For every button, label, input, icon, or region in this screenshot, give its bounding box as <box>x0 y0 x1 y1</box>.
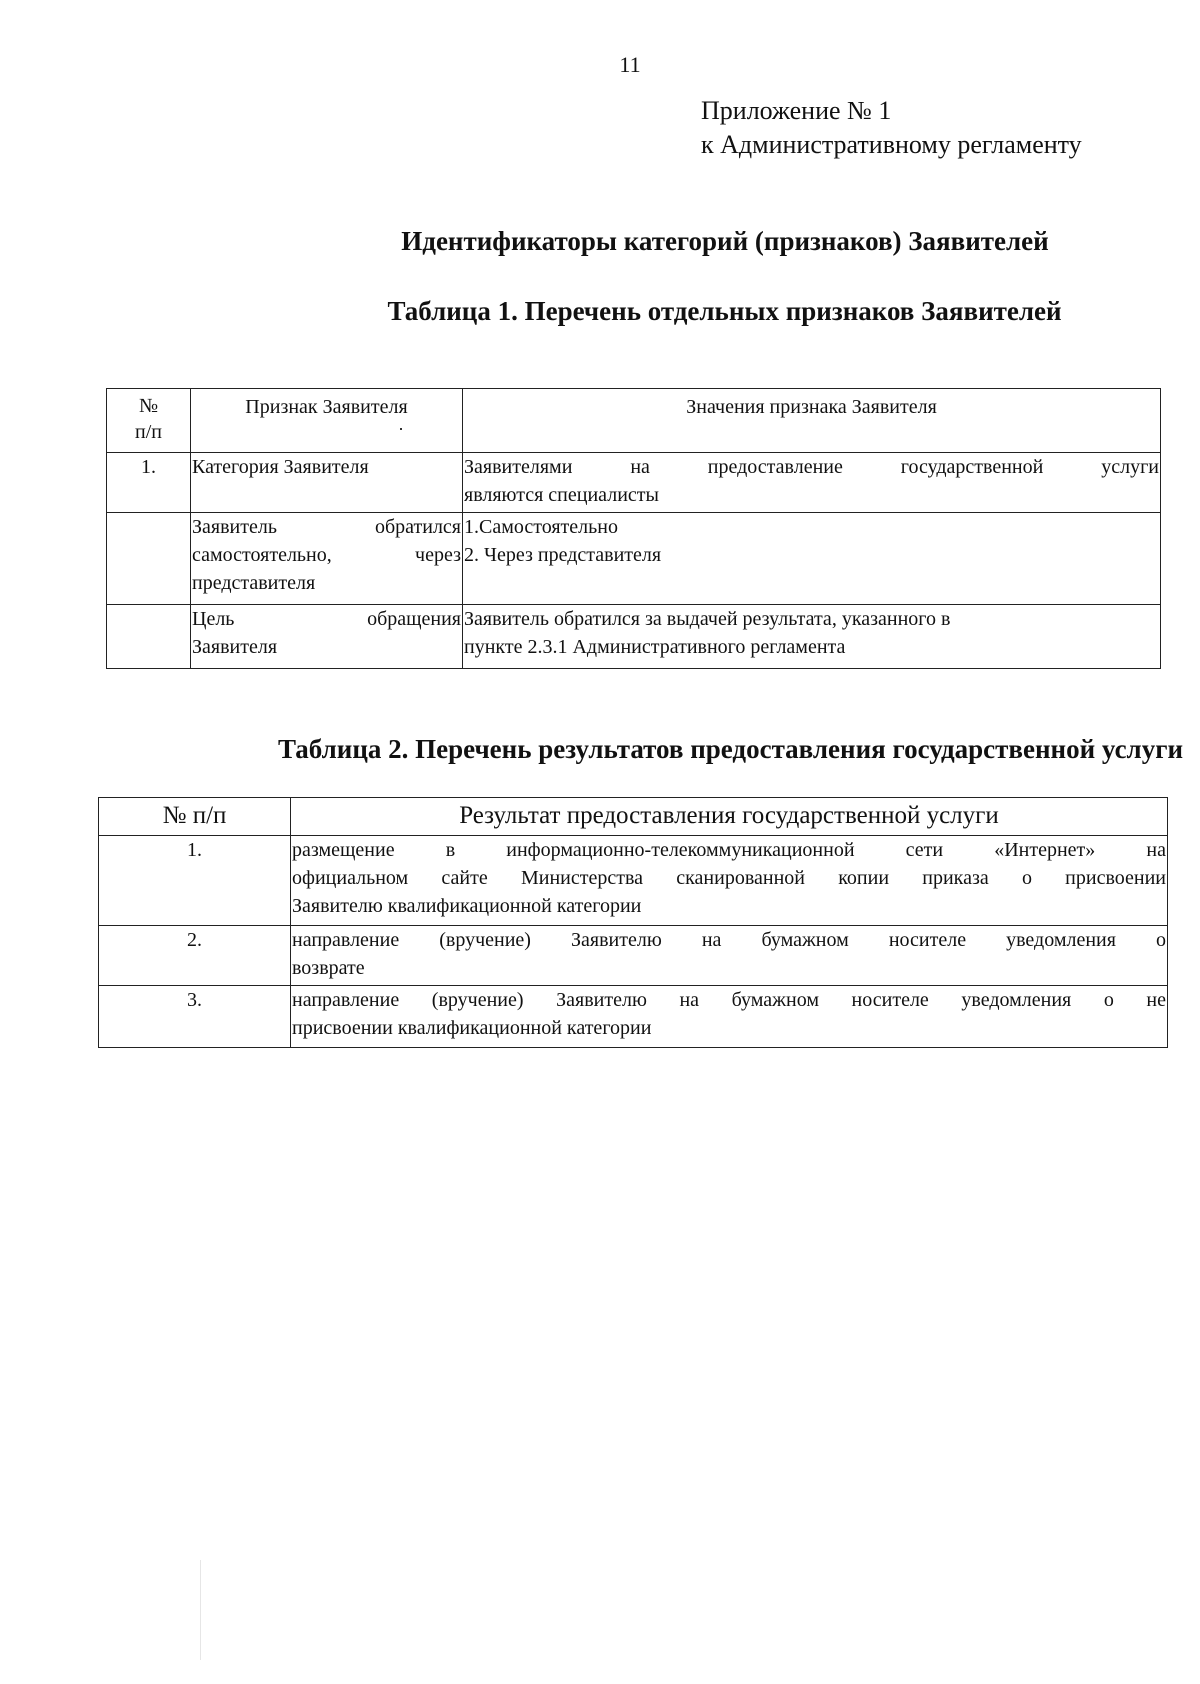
table1-header-num-line2: п/п <box>135 421 162 443</box>
table2-row2-line2: возврате <box>292 957 365 979</box>
table2-row1-line1: размещение в информационно-телекоммуникационной сети «Интернет» на <box>292 839 1166 861</box>
table2-header-num: № п/п <box>99 798 291 836</box>
table1-row1-value-line2: являются специалисты <box>464 484 659 506</box>
table1-row3-value-line2: пункте 2.3.1 Административного регламента <box>464 636 846 658</box>
table1-title: Таблица 1. Перечень отдельных признаков Заявителей <box>387 296 1062 326</box>
document-title: Идентификаторы категорий (признаков) Заявителей <box>401 226 1049 256</box>
table1-header-feature: Признак Заявителя <box>191 389 463 453</box>
table2-row3-num: 3. <box>99 986 291 1048</box>
table1-row3-value-line1: Заявитель обратился за выдачей результата, указанного в <box>464 608 951 630</box>
table2-row3-line2: присвоении квалификационной категории <box>292 1017 652 1039</box>
page-number: 11 <box>619 52 641 77</box>
table1-row1-feature-line1: Категория Заявителя <box>192 456 369 478</box>
table1-row2-value-line1: 1.Самостоятельно <box>464 516 618 538</box>
table2-row1-line2: официальном сайте Министерства сканированной копии приказа о присвоении <box>292 867 1166 889</box>
table2-row2-line1: направление (вручение) Заявителю на бумажном носителе уведомления о <box>292 929 1166 951</box>
table1-header-num <box>107 389 191 453</box>
table1-header-num-line1: № <box>138 395 159 417</box>
scan-margin-shadow <box>200 1560 201 1660</box>
table2-row3-line1: направление (вручение) Заявителю на бумажном носителе уведомления о не <box>292 989 1166 1011</box>
table1-header-row <box>107 389 1161 453</box>
table-row <box>107 605 1161 669</box>
table2-row1-num: 1. <box>99 836 291 926</box>
table1-row3-feature-line1: Цель обращения <box>192 608 461 630</box>
appendix-line-2: к Административному регламенту <box>701 130 1082 159</box>
appendix-line-1: Приложение № 1 <box>701 96 892 125</box>
table1-row2-feature-line2: самостоятельно, через <box>192 544 461 566</box>
table-row <box>107 513 1161 605</box>
service-results-table <box>98 797 1168 1048</box>
table1-row3-num <box>107 605 191 669</box>
table1-row1-value-line1: Заявителями на предоставление государственной услуги <box>464 456 1159 478</box>
table1-row3-values <box>463 605 1161 669</box>
table2-header-row <box>99 798 1168 836</box>
applicant-features-table <box>106 388 1161 669</box>
table2-header-result: Результат предоставления государственной услуги <box>291 798 1168 836</box>
table1-row1-values <box>463 453 1161 513</box>
table1-row1-feature <box>191 453 463 513</box>
table-row <box>107 453 1161 513</box>
table1-row2-value-line2: 2. Через представителя <box>464 544 662 566</box>
table2-title: Таблица 2. Перечень результатов предоставления государственной услуги <box>277 734 1184 764</box>
table2-row3-result <box>291 986 1168 1048</box>
table1-row1-num: 1. <box>107 453 191 513</box>
table-row <box>99 986 1168 1048</box>
table2-row2-result <box>291 926 1168 986</box>
table-row <box>99 926 1168 986</box>
table1-row3-feature <box>191 605 463 669</box>
table2-row1-line3: Заявителю квалификационной категории <box>292 895 642 917</box>
table2-row1-result <box>291 836 1168 926</box>
table1-row2-feature-line1: Заявитель обратился <box>192 516 461 538</box>
table2-row2-num: 2. <box>99 926 291 986</box>
table1-header-values: Значения признака Заявителя <box>463 389 1161 453</box>
table-row <box>99 836 1168 926</box>
table1-row2-feature <box>191 513 463 605</box>
scan-speck <box>400 428 402 430</box>
appendix-reference <box>701 94 1082 162</box>
table1-row2-feature-line3: представителя <box>192 572 316 594</box>
table1-row3-feature-line2: Заявителя <box>192 636 278 658</box>
table1-row2-values <box>463 513 1161 605</box>
table1-row2-num <box>107 513 191 605</box>
